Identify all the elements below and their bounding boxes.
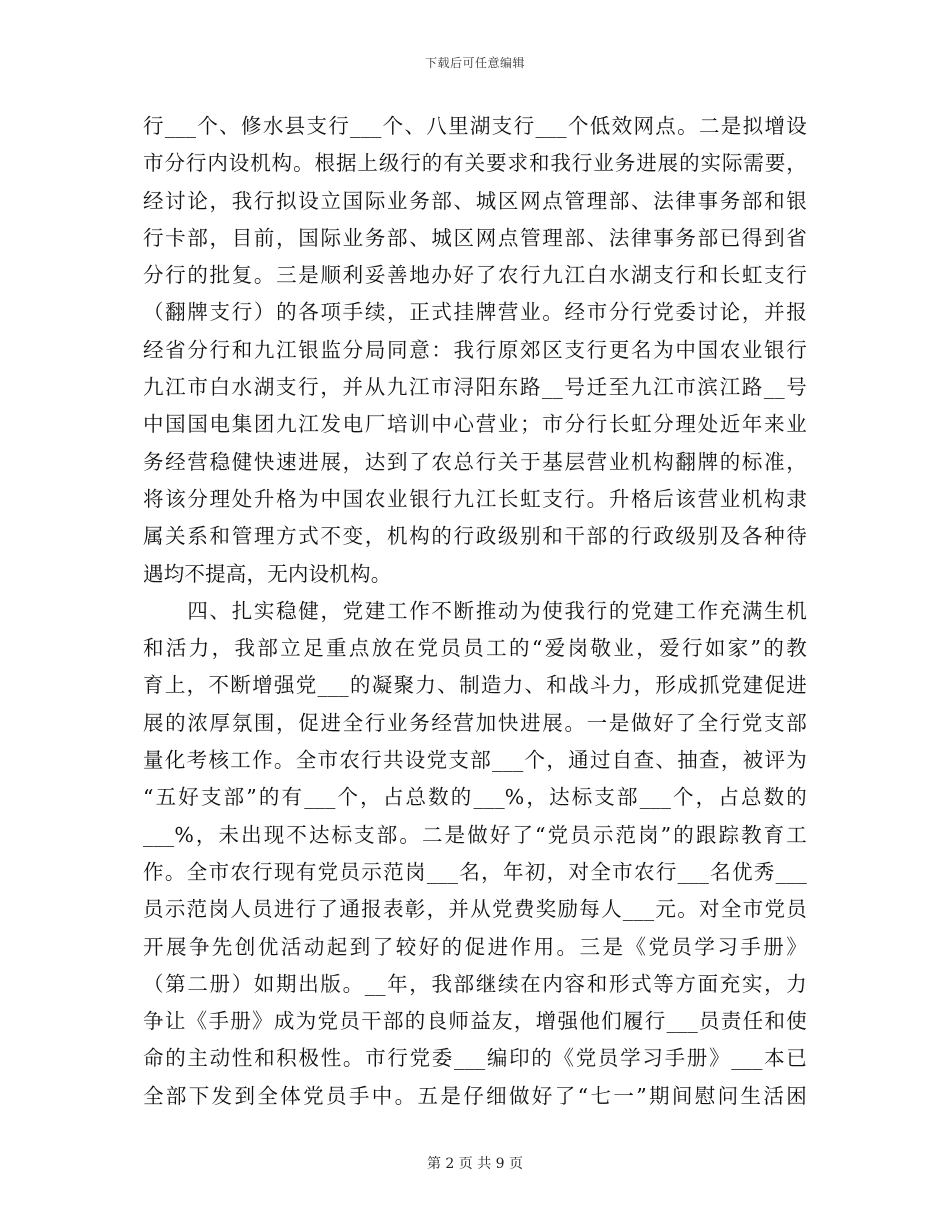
text-line: 分行的批复。三是顺利妥善地办好了农行九江白水湖支行和长虹支行 [143,263,807,288]
text-line: 行___个、修水县支行___个、八里湖支行___个低效网点。二是拟增设 [143,114,807,138]
text-line: 作。全市农行现有党员示范岗___名，年初，对全市农行___名优秀___ [143,859,807,884]
text-line: 将该分理处升格为中国农业银行九江长虹支行。升格后该营业机构隶 [143,486,807,511]
text-line: 员示范岗人员进行了通报表彰，并从党费奖励每人___元。对全市党员 [143,897,807,922]
text-line: ___%，未出现不达标支部。二是做好了“党员示范岗”的跟踪教育工 [143,822,807,847]
text-line: 市分行内设机构。根据上级行的有关要求和我行业务进展的实际需要， [143,151,807,176]
text-line: 育上，不断增强党___的凝聚力、制造力、和战斗力，形成抓党建促进 [143,673,807,698]
text-line: （翻牌支行）的各项手续，正式挂牌营业。经市分行党委讨论，并报 [143,300,807,325]
page-header: 下载后可任意编辑 [424,56,525,70]
text-line: 量化考核工作。全市农行共设党支部___个，通过自查、抽查，被评为 [143,748,807,773]
text-line: 命的主动性和积极性。市行党委___编印的《党员学习手册》___本已 [143,1046,807,1071]
document-body [143,108,807,1115]
paragraph [143,108,807,593]
text-line: 四、扎实稳健，党建工作不断推动为使我行的党建工作充满生机 [143,598,807,623]
text-line: 和活力，我部立足重点放在党员员工的“爱岗敬业，爱行如家”的教 [143,636,807,661]
text-line: 争让《手册》成为党员干部的良师益友，增强他们履行___员责任和使 [143,1009,807,1034]
paragraph [143,593,807,1115]
text-line: 经讨论，我行拟设立国际业务部、城区网点管理部、法律事务部和银 [143,188,807,213]
page-number: 第 2 页 共 9 页 [426,1156,524,1172]
text-line: 开展争先创优活动起到了较好的促进作用。三是《党员学习手册》 [143,934,807,959]
text-line: 遇均不提高，无内设机构。 [143,561,392,586]
text-line: （第二册）如期出版。__年，我部继续在内容和形式等方面充实，力 [143,971,807,996]
text-line: 务经营稳健快速进展，达到了农总行关于基层营业机构翻牌的标准， [143,449,807,474]
text-line: 中国国电集团九江发电厂培训中心营业；市分行长虹分理处近年来业 [143,412,807,437]
text-line: 经省分行和九江银监分局同意：我行原郊区支行更名为中国农业银行 [143,337,807,362]
text-line: 行卡部，目前，国际业务部、城区网点管理部、法律事务部已得到省 [143,225,807,250]
text-line: “五好支部”的有___个，占总数的___%，达标支部___个，占总数的 [143,785,807,810]
text-line: 属关系和管理方式不变，机构的行政级别和干部的行政级别及各种待 [143,524,807,549]
text-line: 全部下发到全体党员手中。五是仔细做好了“七一”期间慰问生活困 [143,1083,807,1108]
text-line: 九江市白水湖支行，并从九江市浔阳东路__号迁至九江市滨江路__号 [143,375,807,400]
text-line: 展的浓厚氛围，促进全行业务经营加快进展。一是做好了全行党支部 [143,710,807,735]
